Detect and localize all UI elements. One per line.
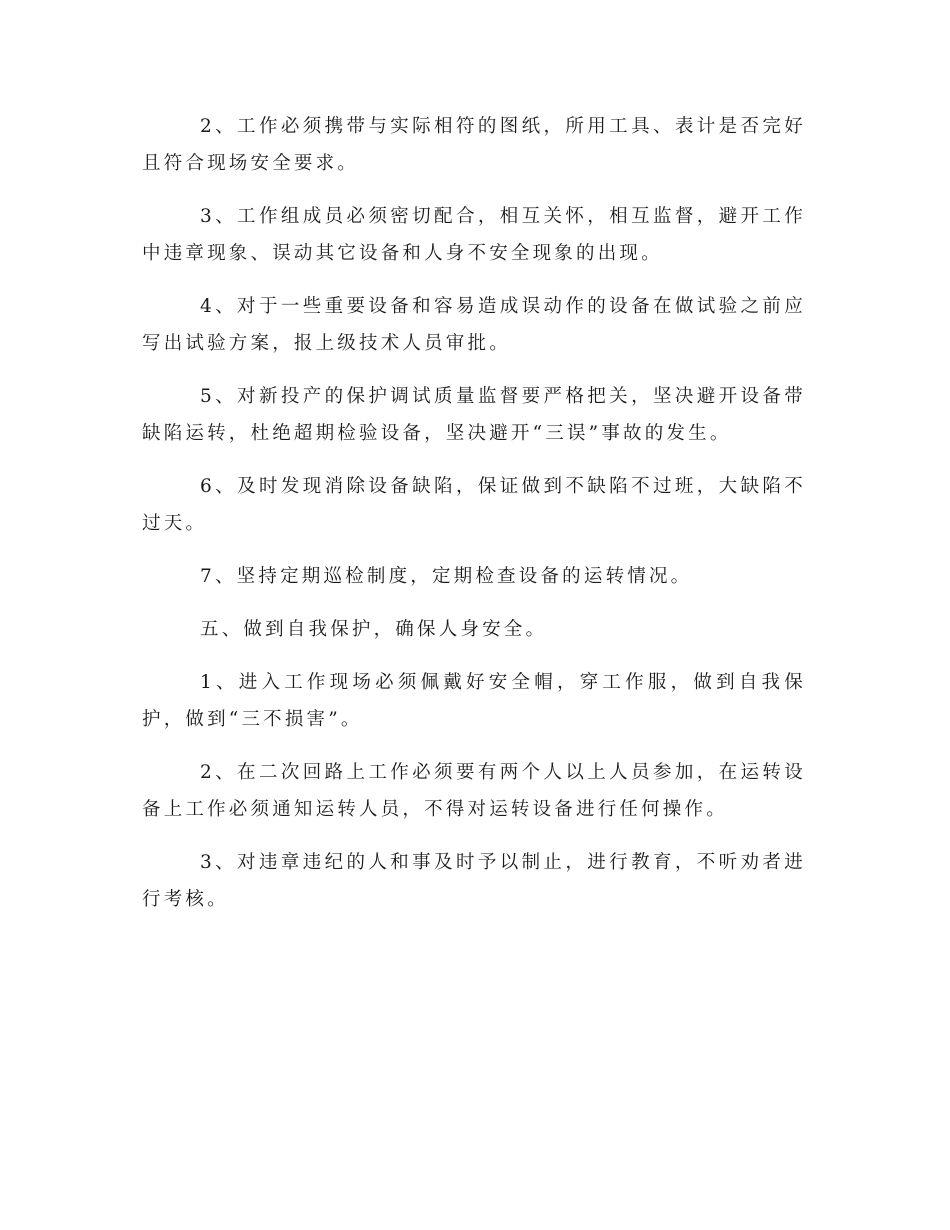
paragraph-item-2-secondary-circuit: 2、在二次回路上工作必须要有两个人以上人员参加，在运转设备上工作必须通知运转人员，不得对运转设备进行任何操作。 [142, 762, 806, 820]
paragraph-item-7-inspection: 7、坚持定期巡检制度，定期检查设备的运转情况。 [200, 566, 693, 587]
paragraph-item-3-violations: 3、对违章违纪的人和事及时予以制止，进行教育，不听劝者进行考核。 [142, 852, 806, 910]
paragraph-item-4-test-plan: 4、对于一些重要设备和容易造成误动作的设备在做试验之前应写出试验方案，报上级技术人员审批。 [142, 296, 806, 354]
section-heading-self-protection: 五、做到自我保护，确保人身安全。 [200, 619, 548, 640]
paragraph-item-2-drawings: 2、工作必须携带与实际相符的图纸，所用工具、表计是否完好且符合现场安全要求。 [142, 116, 806, 174]
paragraph-item-5-quality: 5、对新投产的保护调试质量监督要严格把关，坚决避开设备带缺陷运转，杜绝超期检验设备，坚决避开“三误”事故的发生。 [142, 386, 806, 444]
paragraph-item-1-helmet: 1、进入工作现场必须佩戴好安全帽，穿工作服，做到自我保护，做到“三不损害”。 [142, 672, 806, 730]
paragraph-item-6-defects: 6、及时发现消除设备缺陷，保证做到不缺陷不过班，大缺陷不过天。 [142, 476, 806, 534]
document-body [142, 108, 806, 934]
paragraph-item-3-cooperation: 3、工作组成员必须密切配合，相互关怀，相互监督，避开工作中违章现象、误动其它设备和人身不安全现象的出现。 [142, 206, 806, 264]
